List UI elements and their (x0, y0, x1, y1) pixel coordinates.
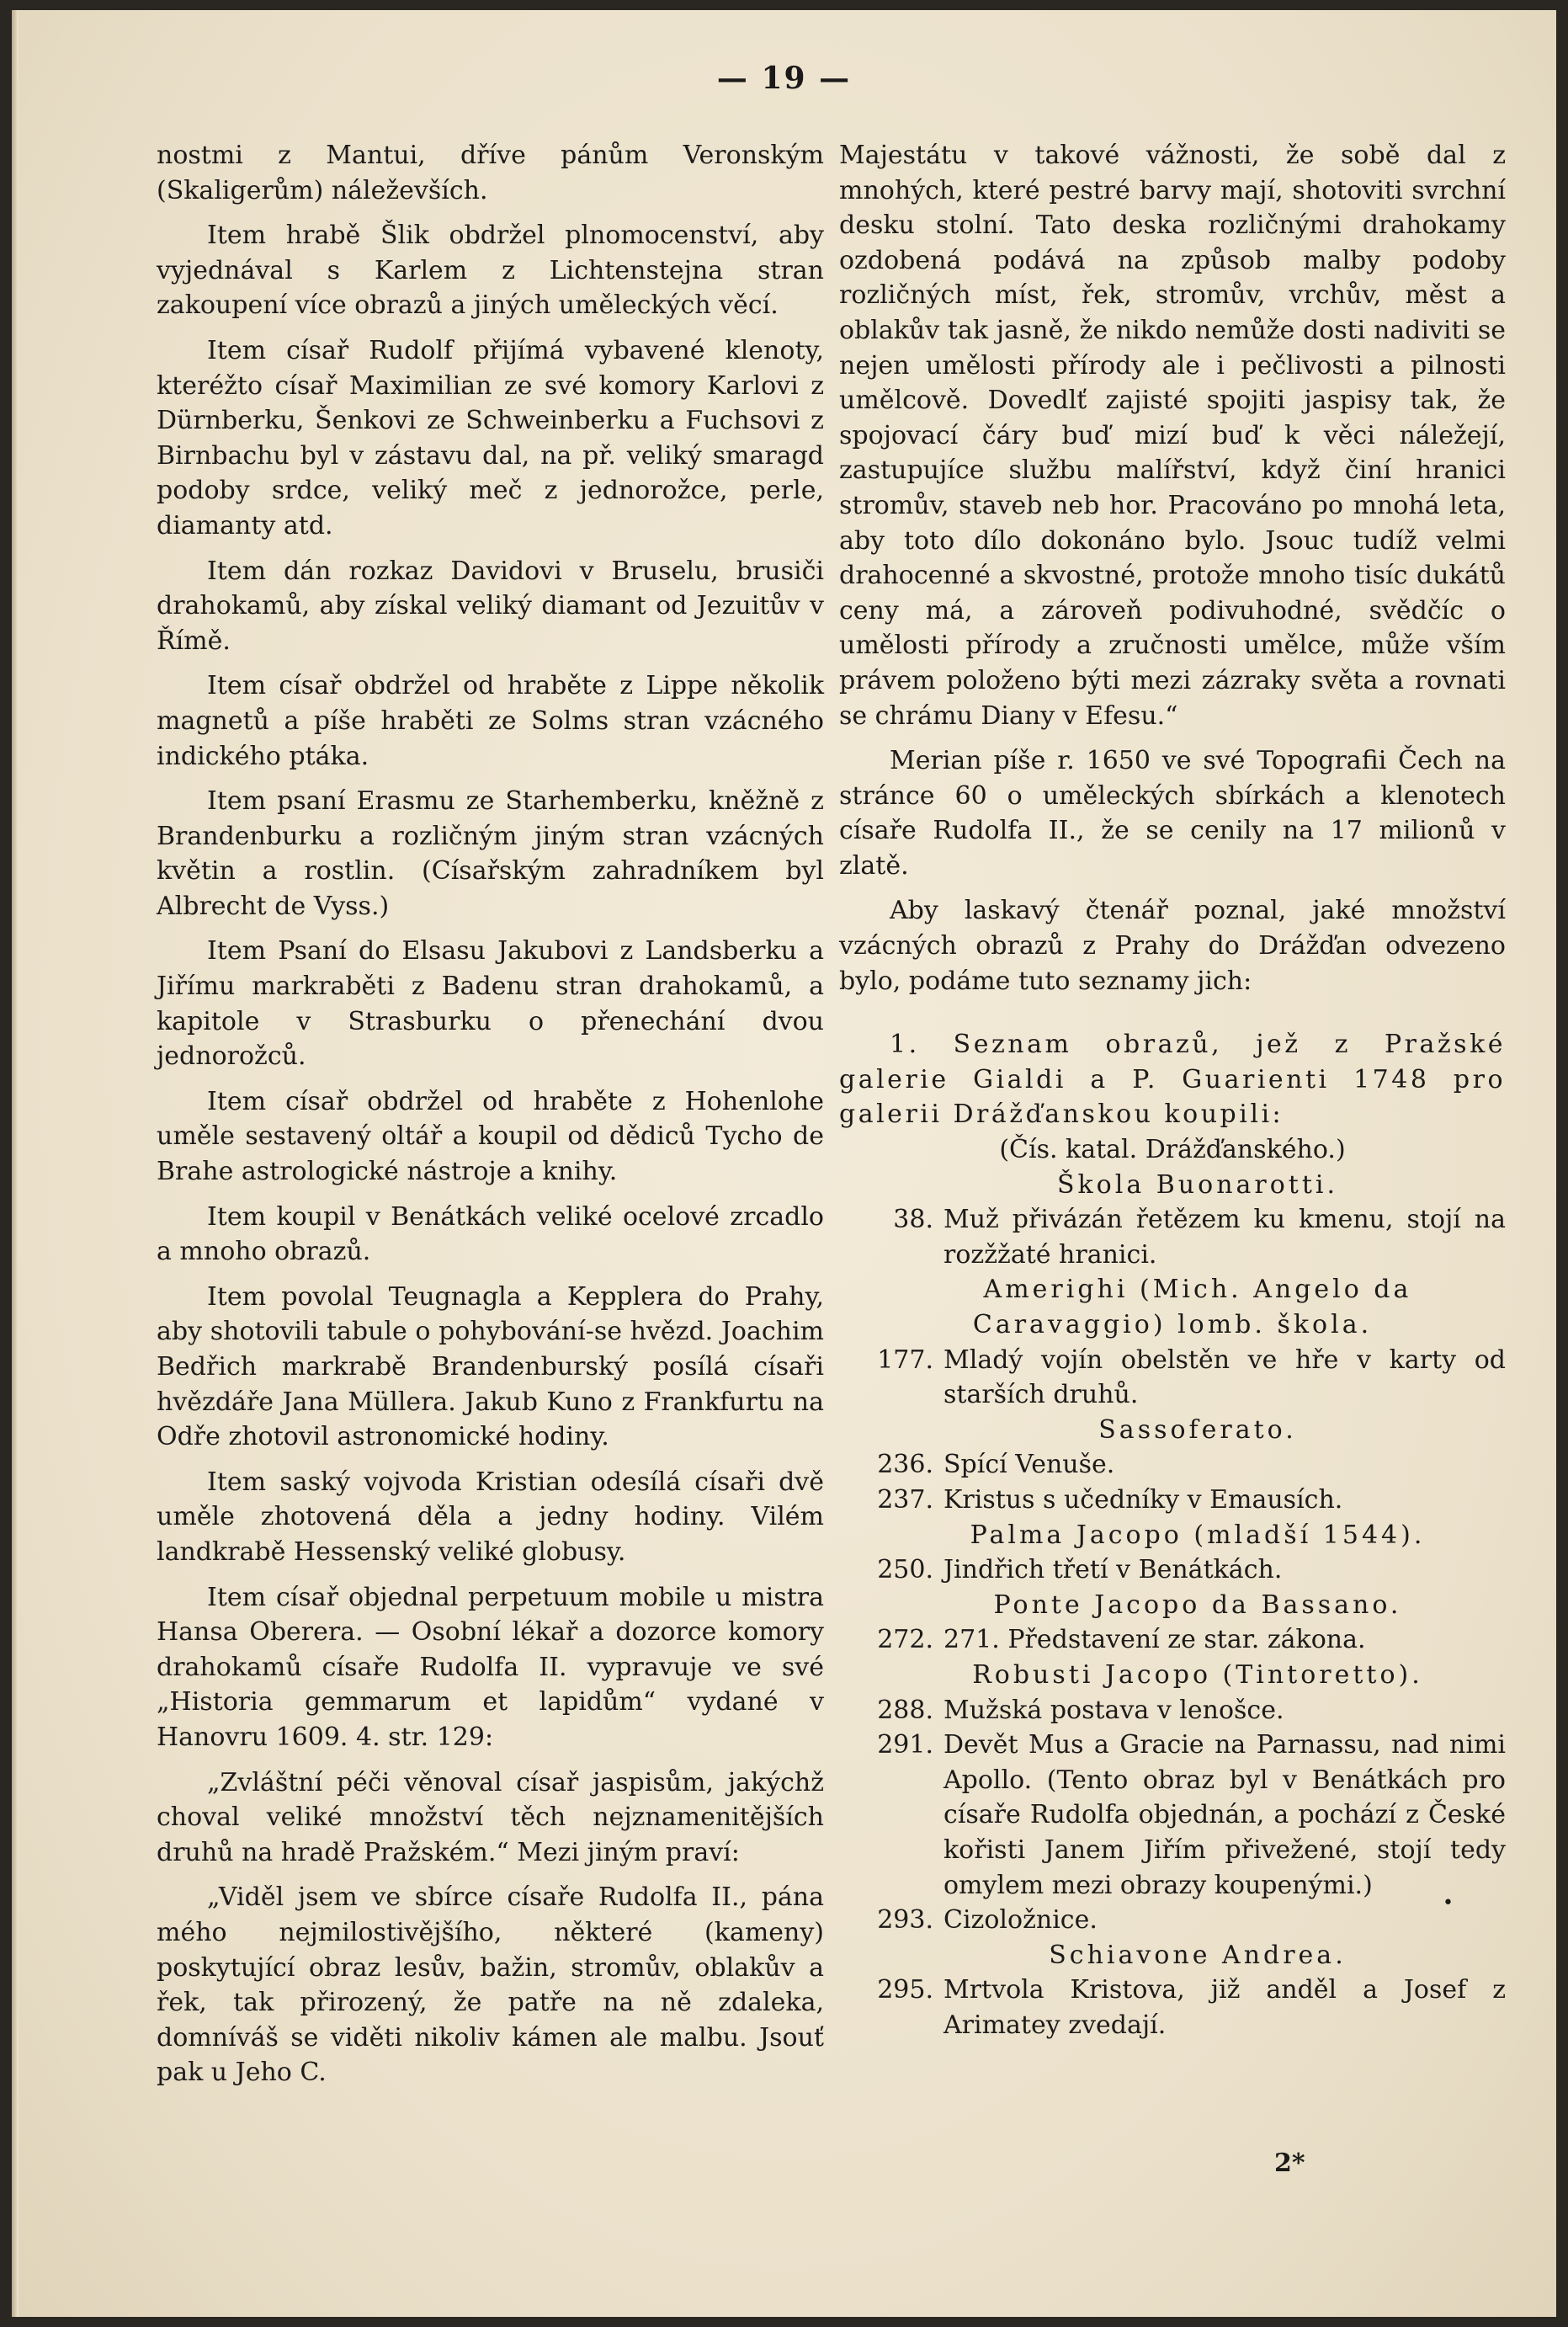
page-number: — 19 — (716, 61, 852, 96)
catalog-entry (839, 1728, 1506, 1903)
school-heading: Robusti Jacopo (Tintoretto). (972, 1659, 1423, 1690)
catalog-entry (839, 1903, 1506, 1938)
right-paragraph: Majestátu v takové vážnosti, že sobě dal z mnohých, které pestré barvy mají, shotoviti svrchní desku stolní. Tato deska rozličnými drahokamy ozdobená podává na způsob malby podoby rozličných míst, řek, stromův, vrchův, měst a oblakův tak jasně, že nikdo nemůže dosti nadiviti se nejen umělosti přírody ale i pečlivosti a pilnosti umělcově. Dovedlť zajisté spojiti jaspisy tak, že spojovací čáry buď mizí buď k věci náležejí, zastupujíce službu malířství, když činí hranici stromův, staveb neb hor. Pracováno po mnohá leta, aby toto dílo dokonáno bylo. Jsouc tudíž velmi drahocenné a skvostné, protože mnoho tisíc dukátů ceny má, a zároveň podivuhodné, svědčíc o umělosti přírody a zručnosti umělce, může vším právem položeno býti mezi zázraky světa a rovnati se chrámu Diany v Efesu.“ (839, 141, 1506, 731)
left-paragraph: Item psaní Erasmu ze Starhemberku, kněžně z Brandenburku a rozličným jiným stran vzácných květin a rostlin. (Císařským zahradníkem byl Albrecht de Vyss.) (157, 786, 824, 921)
catalog-entry (839, 1483, 1506, 1518)
catalog-description: Cizoložnice. (943, 1905, 1098, 1936)
catalog-number: 293. (877, 1905, 933, 1936)
left-paragraph: Item hrabě Šlik obdržel plnomocenství, aby vyjednával s Karlem z Lichtenstejna stran zakoupení více obrazů a jiných uměleckých věcí. (157, 221, 824, 321)
catalog-title: 1. Seznam obrazů, jež z Pražské galerie Gialdi a P. Guarienti 1748 pro galerii Drážďanskou koupili: (839, 1030, 1506, 1130)
catalog-description: Muž přivázán řetězem ku kmenu, stojí na rozžžaté hranici. (943, 1205, 1506, 1270)
left-paragraph: „Viděl jsem ve sbírce císaře Rudolfa II., pána mého nejmilostivějšího, některé (kameny) poskytující obraz lesův, bažin, stromův, oblakův a řek, tak přirozený, že patře na ně zdaleka, domníváš se viděti nikoliv kámen ale malbu. Jsouť pak u Jeho C. (157, 1882, 824, 2088)
left-paragraph: Item dán rozkaz Davidovi v Bruselu, brusiči drahokamů, aby získal veliký diamant od Jezuitův v Římě. (157, 556, 824, 656)
catalog-number: 237. (877, 1484, 933, 1515)
catalog-number: 295. (877, 1975, 933, 2005)
left-paragraph: Item císař obdržel od hraběte z Hohenlohe uměle sestavený oltář a koupil od dědiců Tycho de Brahe astrologické nástroje a knihy. (157, 1086, 824, 1187)
right-column (839, 138, 1506, 2042)
school-heading: Palma Jacopo (mladší 1544). (970, 1520, 1426, 1550)
catalog-entry (839, 1973, 1506, 2042)
catalog-number: 291. (877, 1730, 933, 1760)
catalog-description: 271. Představení ze star. zákona. (943, 1625, 1366, 1655)
left-paragraph: Item saský vojvoda Kristian odesílá císaři dvě uměle zhotovená děla a jedny hodiny. Vilém landkrabě Hessenský veliké globusy. (157, 1467, 824, 1567)
catalog-description: Kristus s učedníky v Emausích. (943, 1484, 1343, 1515)
catalog-entry (839, 1552, 1506, 1588)
catalog-number: 250. (877, 1555, 933, 1585)
catalog-entry (839, 1622, 1506, 1658)
left-paragraph: „Zvláštní péči věnoval císař jaspisům, jakýchž choval veliké množství těch nejznamenitějších druhů na hradě Pražském.“ Mezi jiným praví: (157, 1767, 824, 1867)
catalog-entry (839, 1202, 1506, 1272)
catalog-entry (839, 1447, 1506, 1483)
right-paragraphs (839, 138, 1506, 998)
left-paragraph: Item císař obdržel od hraběte z Lippe několik magnetů a píše hraběti ze Solms stran vzácného indického ptáka. (157, 671, 824, 771)
catalog-entry (839, 1693, 1506, 1728)
catalog-list (839, 1168, 1506, 2043)
left-paragraph: Item Psaní do Elsasu Jakubovi z Landsberku a Jiřímu markraběti z Badenu stran drahokamů, a kapitole v Strasburku o přenechání dvou jednorožců. (157, 936, 824, 1072)
left-paragraph: Item císař Rudolf přijímá vybavené klenoty, kteréžto císař Maximilian ze své komory Karlovi z Dürnberku, Šenkovi ze Schweinberku a Fuchsovi z Birnbachu byl v zástavu dal, na př. veliký smaragd podoby srdce, veliký meč z jednorožce, perle, diamanty atd. (157, 335, 824, 540)
left-paragraph: Item povolal Teugnagla a Kepplera do Prahy, aby shotovili tabule o pohybování-se hvězd. Joachim Bedřich markrabě Brandenburský posílá císaři hvězdáře Jana Müllera. Jakub Kuno z Frankfurtu na Odře zhotovil astronomické hodiny. (157, 1281, 824, 1452)
catalog-description: Mužská postava v lenošce. (943, 1695, 1284, 1725)
book-page (12, 10, 1556, 2317)
catalog-description: Devět Mus a Gracie na Parnassu, nad nimi Apollo. (Tento obraz byl v Benátkách pro císaře Rudolfa objednán, a pochází z České kořisti Janem Jiřím přivežené, stojí tedy omylem mezi obrazy koupenými.) (943, 1730, 1506, 1900)
catalog-number: 177. (877, 1345, 933, 1375)
catalog-number: 288. (877, 1695, 933, 1725)
left-column (157, 138, 824, 2090)
school-heading: Ponte Jacopo da Bassano. (993, 1589, 1402, 1620)
printer-signature-mark: 2* (1274, 2149, 1305, 2178)
left-paragraph: Item císař objednal perpetuum mobile u mistra Hansa Oberera. — Osobní lékař a dozorce komory drahokamů císaře Rudolfa II. vypravuje ve své „Historia gemmarum et lapidům“ vydané v Hanovru 1609. 4. str. 129: (157, 1582, 824, 1752)
catalog-number: 38. (893, 1205, 933, 1235)
catalog-description: Mrtvola Kristova, již anděl a Josef z Arimatey zvedají. (943, 1975, 1506, 2040)
page-edge-shadow (12, 10, 19, 2317)
left-paragraph: Item koupil v Benátkách veliké ocelové zrcadlo a mnoho obrazů. (157, 1201, 824, 1267)
catalog-description: Spící Venuše. (943, 1450, 1115, 1480)
catalog-description: Mladý vojín obelstěn ve hře v karty od starších druhů. (943, 1345, 1506, 1410)
right-paragraph: Merian píše r. 1650 ve své Topografii Čech na stránce 60 o uměleckých sbírkách a klenotech císaře Rudolfa II., že se cenily na 17 milionů v zlatě. (839, 746, 1506, 881)
catalog-subtitle: (Čís. katal. Drážďanského.) (999, 1135, 1346, 1165)
stray-mark: • (1443, 1893, 1454, 1914)
school-heading: Amerighi (Mich. Angelo da Caravaggio) lomb. škola. (972, 1275, 1412, 1339)
catalog-description: Jindřich třetí v Benátkách. (943, 1555, 1283, 1585)
catalog-number: 236. (877, 1450, 933, 1480)
left-paragraph: nostmi z Mantui, dříve pánům Veronským (Skaligerům) náleževších. (157, 141, 824, 205)
right-paragraph: Aby laskavý čtenář poznal, jaké množství vzácných obrazů z Prahy do Drážďan odvezeno bylo, podáme tuto seznamy jich: (839, 896, 1506, 996)
school-heading: Sassoferato. (1098, 1414, 1297, 1445)
catalog-number: 272. (877, 1625, 933, 1655)
school-heading: Škola Buonarotti. (1056, 1169, 1339, 1200)
school-heading: Schiavone Andrea. (1049, 1940, 1347, 1970)
catalog-entry (839, 1343, 1506, 1413)
